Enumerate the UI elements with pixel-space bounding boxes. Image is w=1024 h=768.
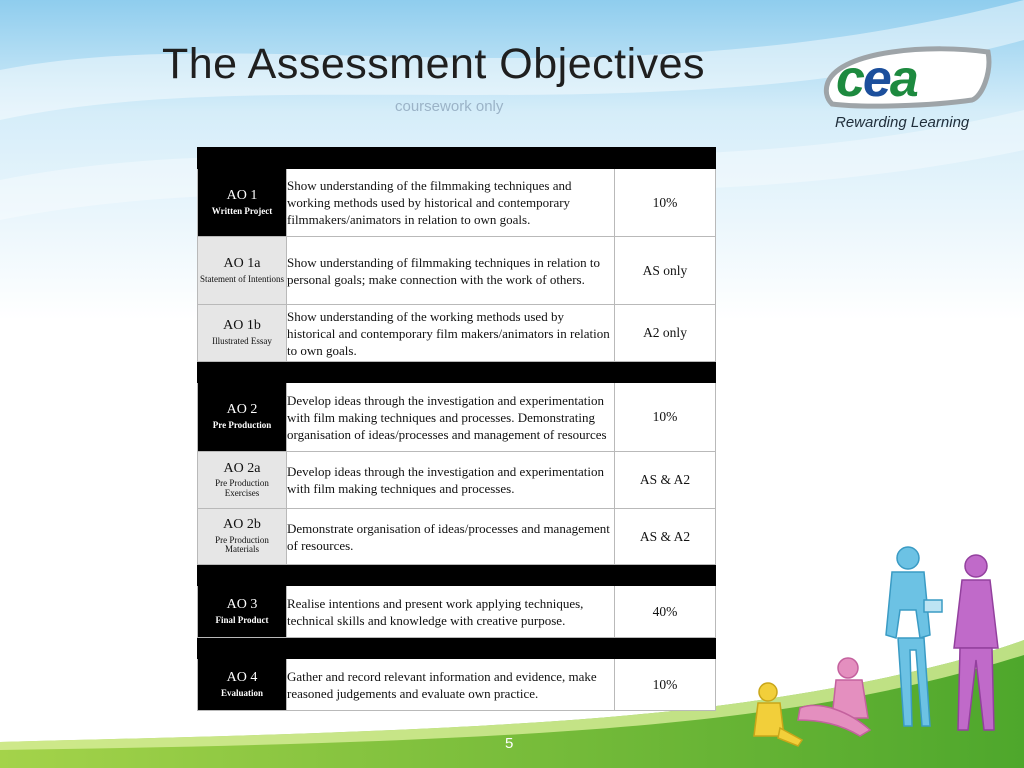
table-separator <box>198 362 716 383</box>
table-row <box>198 305 716 362</box>
objective-weighting: 10% <box>615 659 716 711</box>
table-row <box>198 659 716 711</box>
objective-weighting: 10% <box>615 169 716 237</box>
table-row <box>198 237 716 305</box>
objective-code-cell <box>198 659 287 711</box>
objective-weighting: A2 only <box>615 305 716 362</box>
objective-code: AO 1a <box>223 255 261 271</box>
people-illustration <box>740 540 1020 768</box>
objective-code-cell <box>198 509 287 565</box>
separator-cell <box>198 362 716 383</box>
objective-description: Show understanding of the working methods used by historical and contemporary film makers/animators in relation to own goals. <box>287 305 615 362</box>
table-row <box>198 383 716 452</box>
table-row <box>198 586 716 638</box>
objective-subtitle: Final Product <box>215 614 269 625</box>
objective-code: AO 1 <box>226 187 258 203</box>
objective-subtitle: Pre Production Materials <box>215 534 269 555</box>
objective-weighting: AS & A2 <box>615 452 716 509</box>
objective-weighting: 10% <box>615 383 716 452</box>
objective-description: Gather and record relevant information and evidence, make reasoned judgements and evaluate own practice. <box>287 659 615 711</box>
objective-code: AO 3 <box>226 596 258 612</box>
objective-code-cell <box>198 586 287 638</box>
objective-code: AO 4 <box>226 669 258 685</box>
objective-code-cell <box>198 169 287 237</box>
separator-cell <box>198 638 716 659</box>
objective-code-cell <box>198 452 287 509</box>
objective-code: AO 2a <box>223 460 261 476</box>
objective-description: Develop ideas through the investigation and experimentation with film making techniques and processes. <box>287 452 615 509</box>
objective-description: Develop ideas through the investigation and experimentation with film making techniques and processes. Demonstrating organisation of ideas/processes and management of resources <box>287 383 615 452</box>
objective-code: AO 2b <box>223 517 261 533</box>
objective-weighting: AS & A2 <box>615 509 716 565</box>
objective-description: Show understanding of filmmaking techniques in relation to personal goals; make connection with the work of others. <box>287 237 615 305</box>
objective-subtitle: Evaluation <box>220 687 263 698</box>
objective-description: Show understanding of the filmmaking techniques and working methods used by historical and contemporary filmmakers/animators in relation to own goals. <box>287 169 615 237</box>
objective-subtitle: Illustrated Essay <box>212 336 272 347</box>
objective-code: AO 2 <box>226 402 258 418</box>
table-separator <box>198 148 716 169</box>
objective-code-cell <box>198 383 287 452</box>
slide-title: The Assessment Objectives <box>162 40 706 88</box>
separator-cell <box>198 148 716 169</box>
table-separator <box>198 565 716 586</box>
objective-description: Demonstrate organisation of ideas/processes and management of resources. <box>287 509 615 565</box>
objective-code-cell <box>198 305 287 362</box>
objective-code-cell <box>198 237 287 305</box>
objective-subtitle: Statement of Intentions <box>200 273 284 284</box>
logo-wordmark: cea <box>836 50 917 108</box>
logo-tagline: Rewarding Learning <box>835 114 970 131</box>
objective-code: AO 1b <box>223 318 261 334</box>
table-row <box>198 169 716 237</box>
table-row <box>198 509 716 565</box>
separator-cell <box>198 565 716 586</box>
assessment-objectives-table <box>197 147 716 711</box>
slide-subtitle: coursework only <box>395 98 504 115</box>
objective-subtitle: Written Project <box>211 205 273 216</box>
objective-description: Realise intentions and present work applying techniques, technical skills and knowledge with creative purpose. <box>287 586 615 638</box>
objective-subtitle: Pre Production Exercises <box>215 478 269 498</box>
objective-weighting: 40% <box>615 586 716 638</box>
table-row <box>198 452 716 509</box>
objective-subtitle: Pre Production <box>212 420 272 431</box>
table-separator <box>198 638 716 659</box>
objective-weighting: AS only <box>615 237 716 305</box>
page-number: 5 <box>505 735 514 752</box>
